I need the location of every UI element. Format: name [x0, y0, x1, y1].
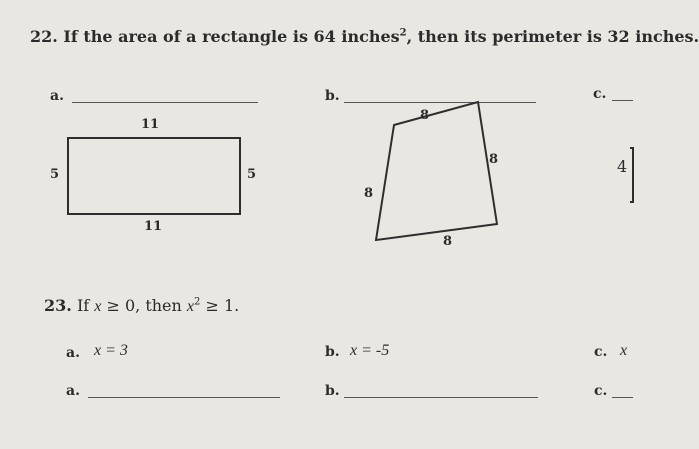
figure-a-top-label: 11 [141, 117, 160, 132]
q23-answer-letter-c: c. [594, 383, 608, 399]
figure-b-right-label: 8 [489, 152, 499, 167]
figure-a-bottom-label: 11 [144, 219, 163, 234]
q23-answer-blank-a[interactable] [88, 397, 280, 398]
figure-b-left-label: 8 [364, 186, 374, 201]
figure-b-top-label: 8 [420, 108, 430, 123]
question-22-number: 22. [30, 27, 58, 46]
figure-b-bottom-label: 8 [443, 234, 453, 249]
q22-option-b-letter: b. [325, 88, 340, 104]
question-22-text: If the area of a rectangle is 64 inches$^2$, then its perimeter is 32 inches. [63, 27, 699, 46]
q23-option-c-letter: c. [594, 344, 608, 360]
figure-a-left-label: 5 [50, 167, 60, 182]
question-23-number: 23. [44, 296, 72, 315]
q23-answer-blank-c[interactable] [612, 397, 633, 398]
q23-answer-letter-a: a. [66, 383, 80, 399]
question-23 [44, 296, 239, 316]
q23-option-b-expression: x = -5 [350, 342, 390, 359]
square-figure-b [376, 102, 497, 240]
rectangle-figure-a [68, 138, 240, 214]
figure-a-right-label: 5 [247, 167, 257, 182]
question-23-text: If x ≥ 0, then $x^2 \ge 1$. [76, 296, 240, 315]
q23-answer-blank-b[interactable] [344, 397, 538, 398]
q22-option-a-letter: a. [50, 88, 64, 104]
q23-answer-letter-b: b. [325, 383, 340, 399]
q23-option-a-letter: a. [66, 345, 80, 361]
q22-option-c-letter: c. [593, 86, 607, 102]
q23-option-b-letter: b. [325, 344, 340, 360]
figure-c-edge [630, 148, 633, 202]
figure-c-left-label: 4 [617, 157, 628, 176]
q23-option-a-expression: x = 3 [94, 342, 128, 359]
q23-option-c-expression: x [620, 342, 628, 359]
